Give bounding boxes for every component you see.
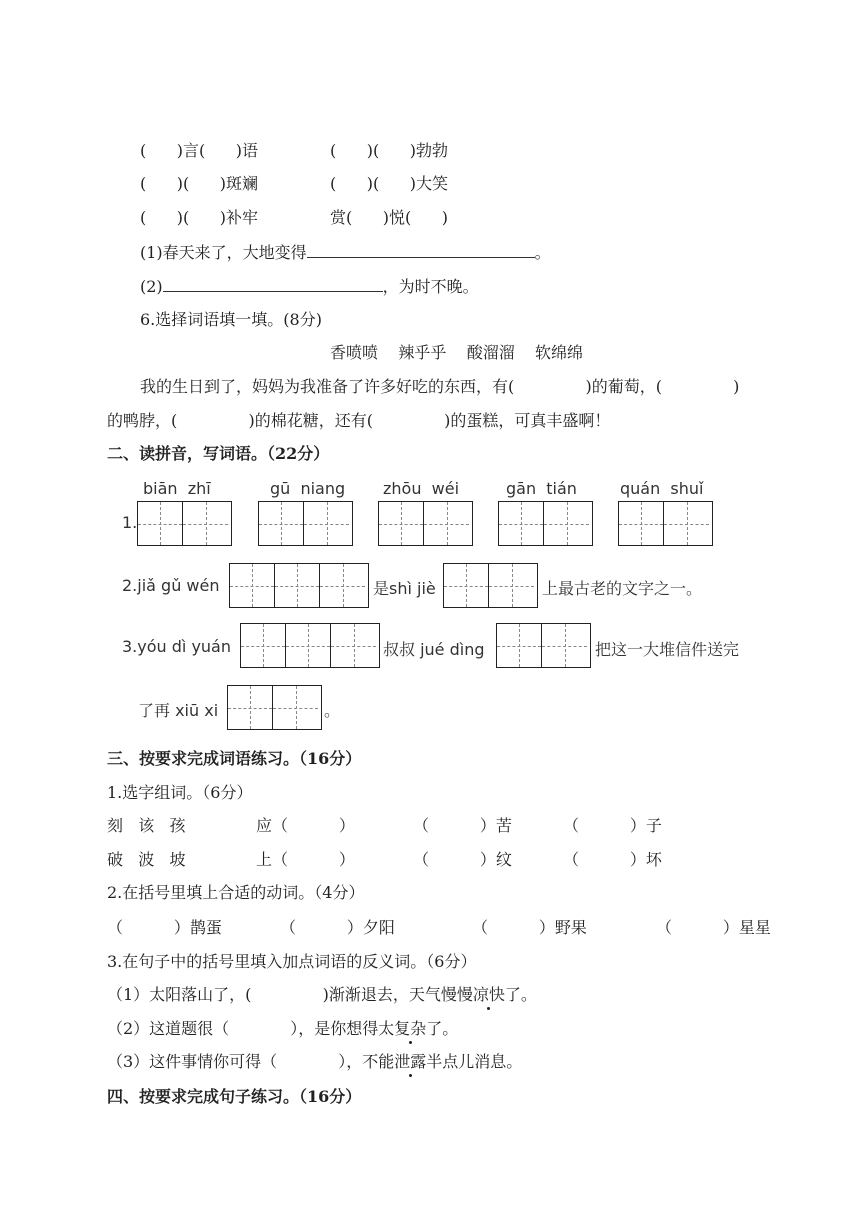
- q2-pinyin-b: 是shì jiè: [373, 579, 436, 598]
- s3-q3-title: 3.在句子中的括号里填入加点词语的反义词。（6分）: [107, 952, 477, 971]
- s3-q2-item-3: （ ）野果: [472, 918, 587, 937]
- idiom-3b: 赏( )悦( ): [330, 208, 449, 227]
- dotted-word-xielu: 泄露: [394, 1052, 427, 1071]
- q6-options: 香喷喷 辣乎乎 酸溜溜 软绵绵: [330, 343, 584, 362]
- writing-grid-jiaguwen[interactable]: [229, 563, 369, 608]
- s3-q2-item-1: （ ）鹊蛋: [107, 918, 222, 937]
- s3-q1-word-5: （ ）纹: [413, 850, 512, 869]
- writing-grid-4[interactable]: [498, 501, 593, 546]
- q6-title: 6.选择词语填一填。(8分): [140, 310, 322, 329]
- s3-q1-word-6: （ ）坏: [563, 850, 662, 869]
- s3-q3-sentence-3: （3）这件事情你可得（ ），不能泄露半点儿消息。: [107, 1052, 523, 1071]
- writing-grid-jueding[interactable]: [496, 623, 591, 668]
- s3-q1-chars-row2: 破 波 坡: [107, 850, 186, 869]
- s3-q2-item-4: （ ）星星: [656, 918, 771, 937]
- pinyin-2: gū niang: [270, 479, 346, 498]
- q3-pinyin-b: 叔叔 jué dìng: [383, 640, 485, 659]
- pinyin-5: quán shuǐ: [620, 479, 704, 498]
- idiom-2a: ( )( )斑斓: [140, 174, 259, 193]
- pinyin-4: gān tián: [506, 479, 577, 498]
- q2-pinyin-a: 2.jiǎ gǔ wén: [122, 576, 220, 595]
- q6-line-1: 我的生日到了，妈妈为我准备了许多好吃的东西，有( )的葡萄，( ): [140, 377, 740, 396]
- pinyin-1: biān zhī: [143, 479, 211, 498]
- q1-number: 1.: [122, 513, 138, 532]
- fill-sentence-2: (2) ，为时不晚。: [140, 277, 479, 296]
- idiom-2b: ( )( )大笑: [330, 174, 449, 193]
- writing-grid-2[interactable]: [258, 501, 353, 546]
- s3-q3-sentence-1: （1）太阳落山了，( )渐渐退去，天气慢慢凉快了。: [107, 985, 537, 1004]
- s3-q1-chars-row1: 刻 该 孩: [107, 816, 186, 835]
- s3-q1-word-4: 上（ ）: [256, 850, 355, 869]
- dotted-word-fuza: 复杂: [394, 1019, 427, 1038]
- writing-grid-1[interactable]: [137, 501, 232, 546]
- fill-blank-1[interactable]: [307, 241, 535, 258]
- s3-q1-word-1: 应（ ）: [256, 816, 355, 835]
- s3-q1-title: 1.选字组词。（6分）: [107, 783, 253, 802]
- writing-grid-3[interactable]: [378, 501, 473, 546]
- q3-text-c: 把这一大堆信件送完: [595, 640, 740, 659]
- fill-sentence-1: (1)春天来了，大地变得 。: [140, 243, 551, 262]
- q6-line-2: 的鸭脖，( )的棉花糖，还有( )的蛋糕，可真丰盛啊！: [107, 411, 611, 430]
- idiom-3a: ( )( )补牢: [140, 208, 259, 227]
- fill-blank-2[interactable]: [163, 275, 383, 292]
- s3-q2-title: 2.在括号里填上合适的动词。（4分）: [107, 883, 365, 902]
- dotted-word-liangkuai: 凉快: [472, 985, 505, 1004]
- q3-pinyin-a: 3.yóu dì yuán: [122, 637, 231, 656]
- section-2-title: 二、读拼音，写词语。（22分）: [107, 444, 330, 463]
- s3-q2-item-2: （ ）夕阳: [280, 918, 395, 937]
- writing-grid-shijie[interactable]: [443, 563, 538, 608]
- section-3-title: 三、按要求完成词语练习。（16分）: [107, 749, 362, 768]
- idiom-1b: ( )( )勃勃: [330, 141, 449, 160]
- writing-grid-youdiyuan[interactable]: [240, 623, 380, 668]
- s3-q3-sentence-2: （2）这道题很（ ），是你想得太复杂了。: [107, 1019, 459, 1038]
- section-4-title: 四、按要求完成句子练习。（16分）: [107, 1087, 362, 1106]
- pinyin-3: zhōu wéi: [383, 479, 460, 498]
- writing-grid-xiuxi[interactable]: [227, 685, 322, 730]
- s3-q1-word-2: （ ）苦: [413, 816, 512, 835]
- s3-q1-word-3: （ ）子: [563, 816, 662, 835]
- idiom-1a: ( )言( )语: [140, 141, 259, 160]
- q3-pinyin-d: 了再 xiū xi: [138, 701, 219, 720]
- q3-text-e: 。: [324, 701, 341, 720]
- writing-grid-5[interactable]: [618, 501, 713, 546]
- q2-text-c: 上最古老的文字之一。: [542, 579, 703, 598]
